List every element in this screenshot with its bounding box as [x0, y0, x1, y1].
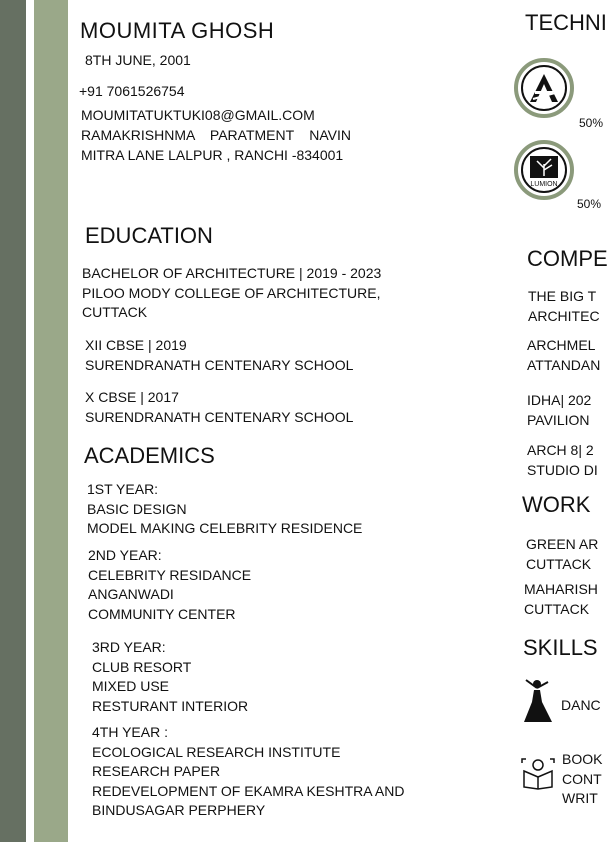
work-line: CUTTACK	[524, 600, 590, 617]
lumion-percent: 50%	[577, 197, 602, 211]
education-line: SURENDRANATH CENTENARY SCHOOL	[85, 356, 354, 373]
competition-entry	[527, 441, 598, 480]
skill-reading	[562, 750, 602, 809]
academic-item: MODEL MAKING CELEBRITY RESIDENCE	[87, 520, 363, 536]
work-entry	[526, 535, 598, 574]
competition-line: THE BIG T	[528, 288, 597, 304]
education-line: SURENDRANATH CENTENARY SCHOOL	[85, 408, 354, 425]
competition-line: ARCHMEL	[527, 337, 596, 353]
academic-item: ANGANWADI	[88, 586, 174, 602]
work-line: MAHARISH	[524, 581, 598, 597]
academic-item: CLUB RESORT	[92, 658, 192, 675]
academic-year-title: 3RD YEAR:	[92, 639, 166, 655]
education-heading: EDUCATION	[85, 223, 213, 248]
archicad-percent: 50%	[579, 116, 604, 130]
competition-line: ARCHITEC	[528, 307, 600, 324]
lumion-icon	[521, 147, 567, 193]
skill-line: WRIT	[562, 790, 598, 806]
phone-number: +91 7061526754	[79, 83, 185, 99]
academics-heading: ACADEMICS	[84, 443, 215, 468]
competition-line: STUDIO DI	[527, 461, 598, 478]
academic-item: COMMUNITY CENTER	[88, 605, 236, 622]
education-line: XII CBSE | 2019	[85, 337, 187, 353]
technical-heading: TECHNI	[525, 10, 607, 35]
email-address: MOUMITATUKTUKI08@GMAIL.COM	[81, 107, 315, 123]
lumion-label: LUMION	[530, 181, 558, 188]
academic-year	[87, 480, 362, 539]
academic-year	[92, 723, 404, 821]
work-line: CUTTACK	[526, 555, 592, 572]
education-line: PILOO MODY COLLEGE OF ARCHITECTURE,	[82, 284, 381, 301]
academic-item: BINDUSAGAR PERPHERY	[92, 802, 266, 818]
left-dark-stripe	[0, 0, 26, 842]
academic-item: CELEBRITY RESIDANCE	[88, 566, 252, 583]
academic-item: MIXED USE	[92, 678, 170, 694]
dancer-icon	[518, 678, 556, 731]
competition-entry	[527, 336, 600, 375]
education-entry	[82, 264, 381, 323]
academic-year-title: 1ST YEAR:	[87, 481, 159, 497]
education-entry	[85, 388, 353, 427]
left-stripe-gap	[26, 0, 34, 842]
academic-year	[88, 546, 251, 624]
competition-entry	[527, 391, 591, 430]
competition-line: PAVILION	[527, 411, 590, 428]
academic-item: BASIC DESIGN	[87, 500, 187, 517]
work-heading: WORK	[522, 492, 591, 517]
competition-line: ATTANDAN	[527, 356, 601, 373]
competition-line: ARCH 8| 2	[527, 442, 594, 458]
academic-year-title: 2ND YEAR:	[88, 547, 162, 563]
competitions-heading: COMPE	[527, 246, 608, 271]
left-light-stripe	[34, 0, 68, 842]
archicad-skill-ring	[514, 58, 574, 118]
postal-address: RAMAKRISHNMA PARATMENT NAVIN MITRA LANE LALPUR , RANCHI -834001	[81, 127, 351, 163]
education-line: CUTTACK	[82, 304, 148, 320]
academic-year-title: 4TH YEAR :	[92, 724, 168, 740]
education-line: X CBSE | 2017	[85, 389, 179, 405]
reader-icon	[520, 755, 556, 796]
academic-item: ECOLOGICAL RESEARCH INSTITUTE	[92, 743, 341, 760]
skill-line: BOOK	[562, 751, 603, 767]
skills-heading: SKILLS	[523, 635, 598, 660]
work-entry	[524, 580, 598, 619]
education-entry	[85, 336, 353, 375]
competition-entry	[528, 287, 600, 326]
academic-year	[92, 638, 248, 716]
lumion-skill-ring	[514, 140, 574, 200]
academic-item: RESEARCH PAPER	[92, 763, 221, 779]
academic-item: REDEVELOPMENT OF EKAMRA KESHTRA AND	[92, 782, 405, 799]
archicad-icon	[521, 65, 567, 111]
academic-item: RESTURANT INTERIOR	[92, 697, 249, 714]
skill-line: CONT	[562, 770, 602, 787]
candidate-name: MOUMITA GHOSH	[80, 18, 275, 43]
competition-line: IDHA| 202	[527, 392, 592, 408]
skill-dance-label: DANC	[561, 697, 601, 713]
education-line: BACHELOR OF ARCHITECTURE | 2019 - 2023	[82, 265, 382, 281]
date-of-birth: 8TH JUNE, 2001	[85, 52, 191, 68]
work-line: GREEN AR	[526, 536, 599, 552]
